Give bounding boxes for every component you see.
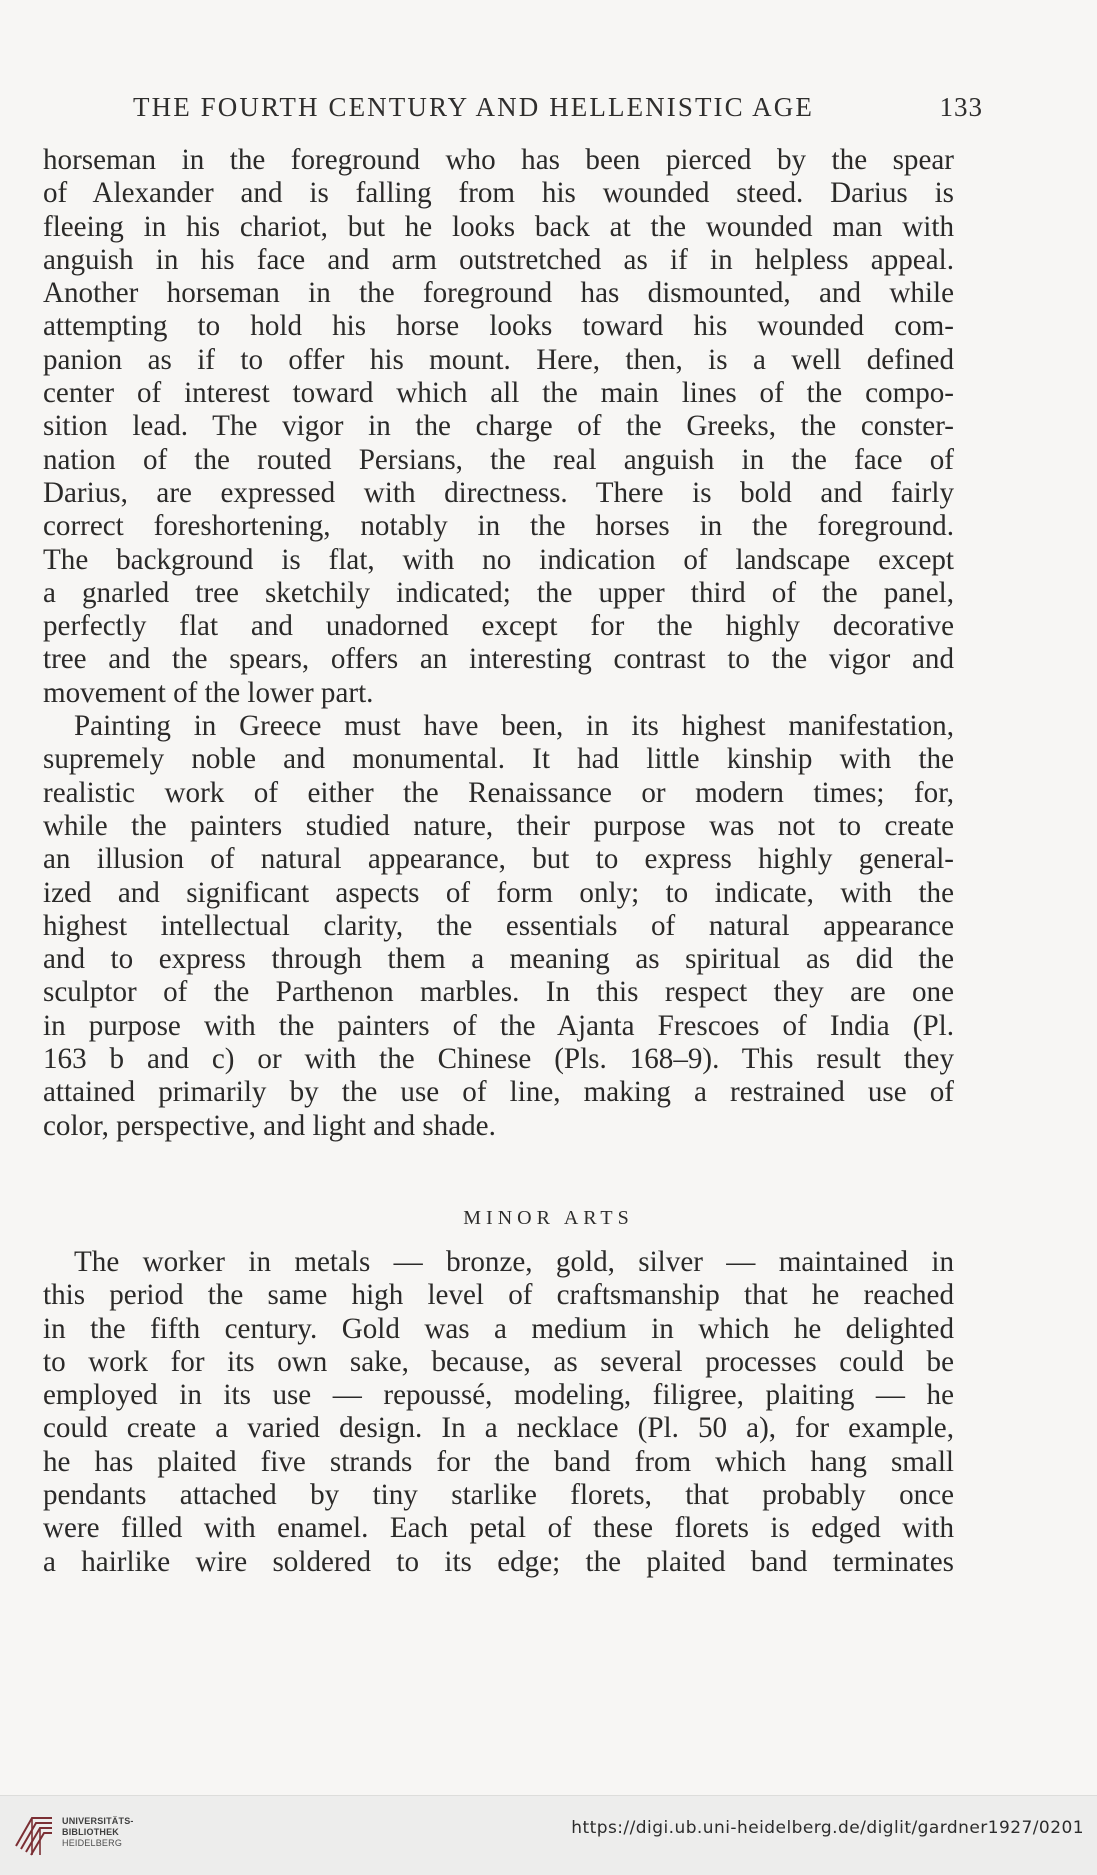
page-number: 133 — [939, 92, 983, 122]
library-name-line: UNIVERSITÄTS- — [62, 1816, 134, 1826]
body-line: color, perspective, and light and shade. — [43, 1109, 496, 1142]
body-line: center of interest toward which all the main lines of the compo- — [43, 377, 954, 410]
library-name — [62, 1816, 182, 1849]
body-line: panion as if to offer his mount. Here, then, is a well defined — [43, 343, 954, 376]
body-line: anguish in his face and arm outstretched as if in helpless appeal. — [43, 243, 954, 276]
body-line: an illusion of natural appearance, but to express highly general- — [43, 843, 954, 876]
section-heading: MINOR ARTS — [463, 1207, 634, 1229]
body-line: while the painters studied nature, their purpose was not to create — [43, 809, 954, 842]
body-line: highest intellectual clarity, the essentials of natural appearance — [43, 909, 954, 942]
body-line: movement of the lower part. — [43, 676, 374, 709]
body-line: supremely noble and monumental. It had little kinship with the — [43, 743, 954, 776]
body-line: a gnarled tree sketchily indicated; the upper third of the panel, — [43, 576, 954, 609]
minor-arts-text — [43, 1246, 954, 1579]
digitization-footer — [0, 1795, 1097, 1875]
minor-arts-line: this period the same high level of craftsmanship that he reached — [43, 1279, 954, 1312]
running-head — [133, 92, 983, 126]
minor-arts-line: The worker in metals — bronze, gold, silver — maintained in — [74, 1246, 954, 1278]
body-line: in purpose with the painters of the Ajanta Frescoes of India (Pl. — [43, 1009, 954, 1042]
minor-arts-line: to work for its own sake, because, as several processes could be — [43, 1345, 954, 1378]
body-line: 163 b and c) or with the Chinese (Pls. 168–9). This result they — [43, 1043, 954, 1076]
minor-arts-line: employed in its use — repoussé, modeling, filigree, plaiting — he — [43, 1379, 954, 1412]
body-line: perfectly flat and unadorned except for the highly decorative — [43, 610, 954, 643]
minor-arts-line: in the fifth century. Gold was a medium in which he delighted — [43, 1312, 954, 1345]
body-line: horseman in the foreground who has been pierced by the spear — [43, 144, 954, 176]
body-line: attained primarily by the use of line, making a restrained use of — [43, 1076, 954, 1109]
main-body-text — [43, 144, 954, 1143]
minor-arts-line: could create a varied design. In a necklace (Pl. 50 a), for example, — [43, 1412, 954, 1445]
university-library-logo-icon — [12, 1810, 56, 1858]
body-line: Another horseman in the foreground has dismounted, and while — [43, 277, 954, 310]
body-line: ized and significant aspects of form only; to indicate, with the — [43, 876, 954, 909]
body-line: tree and the spears, offers an interesting contrast to the vigor and — [43, 643, 954, 676]
body-line: sculptor of the Parthenon marbles. In this respect they are one — [43, 976, 954, 1009]
source-url[interactable]: https://digi.ub.uni-heidelberg.de/diglit/gardner1927/0201 — [571, 1818, 1084, 1838]
library-name-line: HEIDELBERG — [62, 1838, 123, 1848]
body-line: sition lead. The vigor in the charge of the Greeks, the conster- — [43, 410, 954, 443]
body-line: and to express through them a meaning as spiritual as did the — [43, 943, 954, 976]
running-title: THE FOURTH CENTURY AND HELLENISTIC AGE — [133, 92, 814, 122]
body-line: attempting to hold his horse looks toward his wounded com- — [43, 310, 954, 343]
body-line: Darius, are expressed with directness. There is bold and fairly — [43, 476, 954, 509]
minor-arts-line: were filled with enamel. Each petal of these florets is edged with — [43, 1512, 954, 1545]
body-line: of Alexander and is falling from his wounded steed. Darius is — [43, 177, 954, 210]
minor-arts-line: a hairlike wire soldered to its edge; the plaited band terminates — [43, 1545, 954, 1578]
minor-arts-line: pendants attached by tiny starlike florets, that probably once — [43, 1479, 954, 1512]
body-line: realistic work of either the Renaissance or modern times; for, — [43, 776, 954, 809]
library-name-line: BIBLIOTHEK — [62, 1827, 119, 1837]
body-line: Painting in Greece must have been, in its highest manifestation, — [74, 710, 954, 743]
body-line: nation of the routed Persians, the real anguish in the face of — [43, 443, 954, 476]
body-line: fleeing in his chariot, but he looks back at the wounded man with — [43, 210, 954, 243]
body-line: correct foreshortening, notably in the horses in the foreground. — [43, 510, 954, 543]
minor-arts-line: he has plaited five strands for the band from which hang small — [43, 1445, 954, 1478]
body-line: The background is flat, with no indication of landscape except — [43, 543, 954, 576]
